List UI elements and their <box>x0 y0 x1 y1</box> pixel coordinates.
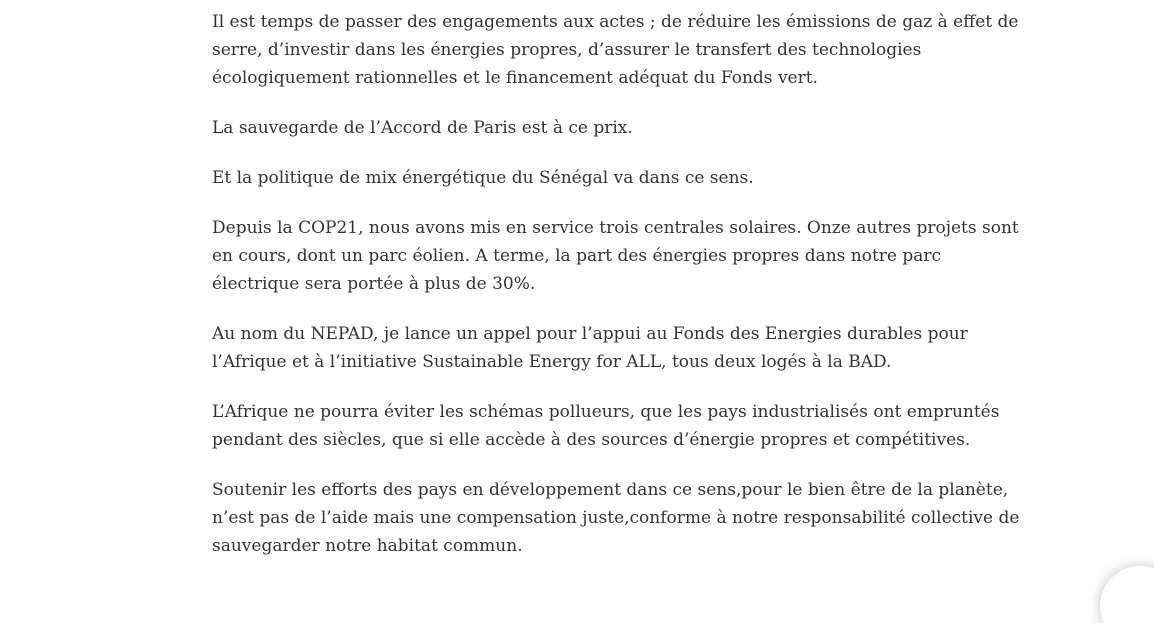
paragraph-cop21 <box>212 214 1019 298</box>
paragraph-line: Depuis la COP21, nous avons mis en service trois centrales solaires. Onze autres projets sont <box>212 218 1019 238</box>
paragraph-line: n’est pas de l’aide mais une compensation juste,conforme à notre responsabilité collective de <box>212 508 1020 528</box>
paragraph-line: Il est temps de passer des engagements aux actes ; de réduire les émissions de gaz à effet de <box>212 12 1019 32</box>
paragraph-paris-agreement <box>212 114 932 142</box>
paragraph-line: électrique sera portée à plus de 30%. <box>212 274 536 294</box>
paragraph-line: serre, d’investir dans les énergies propres, d’assurer le transfert des technologies <box>212 40 922 60</box>
paragraph-line: écologiquement rationnelles et le financement adéquat du Fonds vert. <box>212 68 818 88</box>
paragraph-line: en cours, dont un parc éolien. A terme, la part des énergies propres dans notre parc <box>212 246 942 266</box>
paragraph-line: Au nom du NEPAD, je lance un appel pour l’appui au Fonds des Energies durables pour <box>212 324 968 344</box>
floating-action-button[interactable] <box>1100 566 1154 623</box>
paragraph-line: sauvegarder notre habitat commun. <box>212 536 523 556</box>
paragraph-line: Et la politique de mix énergétique du Sénégal va dans ce sens. <box>212 168 754 188</box>
paragraph-line: La sauvegarde de l’Accord de Paris est à ce prix. <box>212 118 633 138</box>
article-body <box>212 8 1020 582</box>
paragraph-line: pendant des siècles, que si elle accède à des sources d’énergie propres et compétitives. <box>212 430 971 450</box>
paragraph-commitments <box>212 8 1019 92</box>
paragraph-energy-mix <box>212 164 932 192</box>
paragraph-line: L’Afrique ne pourra éviter les schémas pollueurs, que les pays industrialisés ont empruntés <box>212 402 1000 422</box>
paragraph-nepad <box>212 320 968 376</box>
paragraph-line: l’Afrique et à l’initiative Sustainable Energy for ALL, tous deux logés à la BAD. <box>212 352 892 372</box>
paragraph-line: Soutenir les efforts des pays en développement dans ce sens,pour le bien être de la planète, <box>212 480 1009 500</box>
paragraph-africa <box>212 398 1000 454</box>
paragraph-support <box>212 476 1020 560</box>
